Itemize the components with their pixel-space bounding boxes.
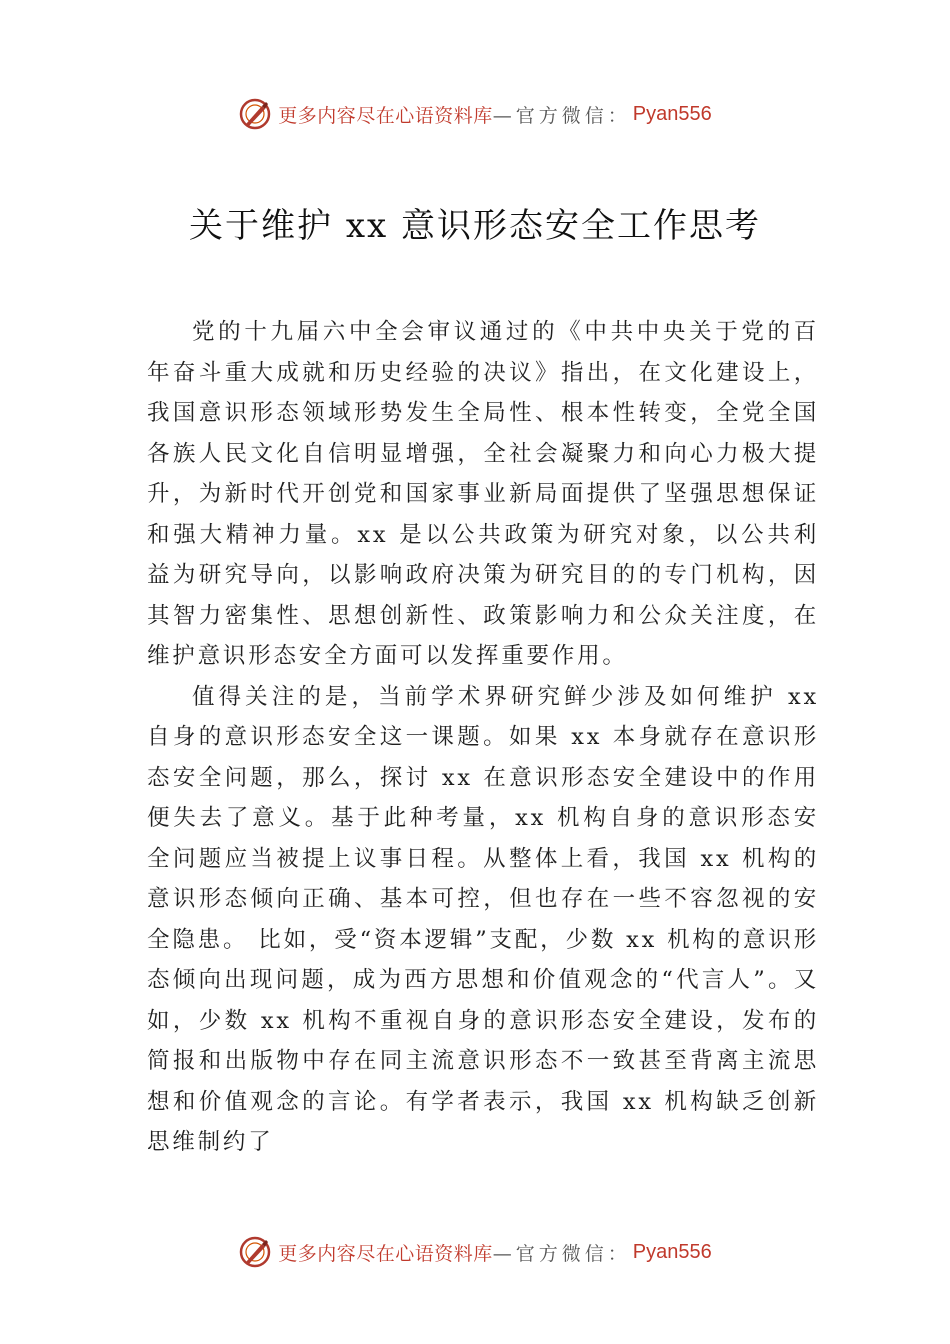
paragraph: 党的十九届六中全会审议通过的《中共中央关于党的百年奋斗重大成就和历史经验的决议》指出，在文化建设上， 我国意识形态领域形势发生全局性、根本性转变，全党全国各族人民文化自信明显增强，全社会凝聚力和向心力极大提升，为新时代开创党和国家事业新局面提供了坚强思想保证和强大精神力量。xx 是以公共政策为研究对象，以公共利益为研究导向，以影响政府决策为研究目的的专门机构，因其智力密集性、思想创新性、政策影响力和公众关注度，在维护意识形态安全方面可以发挥重要作用。: [147, 319, 819, 669]
pen-logo-icon: [238, 1235, 272, 1269]
banner-wechat-label: —官方微信：: [492, 1242, 631, 1265]
banner-wechat-id: Pyan556: [632, 1240, 712, 1263]
banner-library-text: 更多内容尽在心语资料库: [278, 104, 493, 127]
banner-wechat-id: Pyan556: [632, 102, 712, 125]
banner-library-text: 更多内容尽在心语资料库: [278, 1242, 493, 1265]
banner-wechat-label: —官方微信：: [492, 104, 631, 127]
footer-banner: [0, 1232, 950, 1272]
pen-logo-icon: [238, 97, 272, 131]
document-body: [147, 312, 819, 1163]
paragraph: 值得关注的是，当前学术界研究鲜少涉及如何维护 xx 自身的意识形态安全这一课题。如果 xx 本身就存在意识形态安全问题，那么，探讨 xx 在意识形态安全建设中的作用便失去了意义。基于此种考量，xx 机构自身的意识形态安全问题应当被提上议事日程。从整体上看，我国 xx 机构的意识形态倾向正确、基本可控，但也存在一些不容忽视的安全隐患。 比如，受“资本逻辑”支配，少数 xx 机构的意识形态倾向出现问题，成为西方思想和价值观念的“代言人”。又如，少数 xx 机构不重视自身的意识形态安全建设，发布的简报和出版物中存在同主流意识形态不一致甚至背离主流思想和价值观念的言论。有学者表示，我国 xx 机构缺乏创新思维制约了: [147, 683, 819, 1155]
document-title: 关于维护 xx 意识形态安全工作思考: [189, 206, 761, 246]
header-banner: [0, 94, 950, 134]
